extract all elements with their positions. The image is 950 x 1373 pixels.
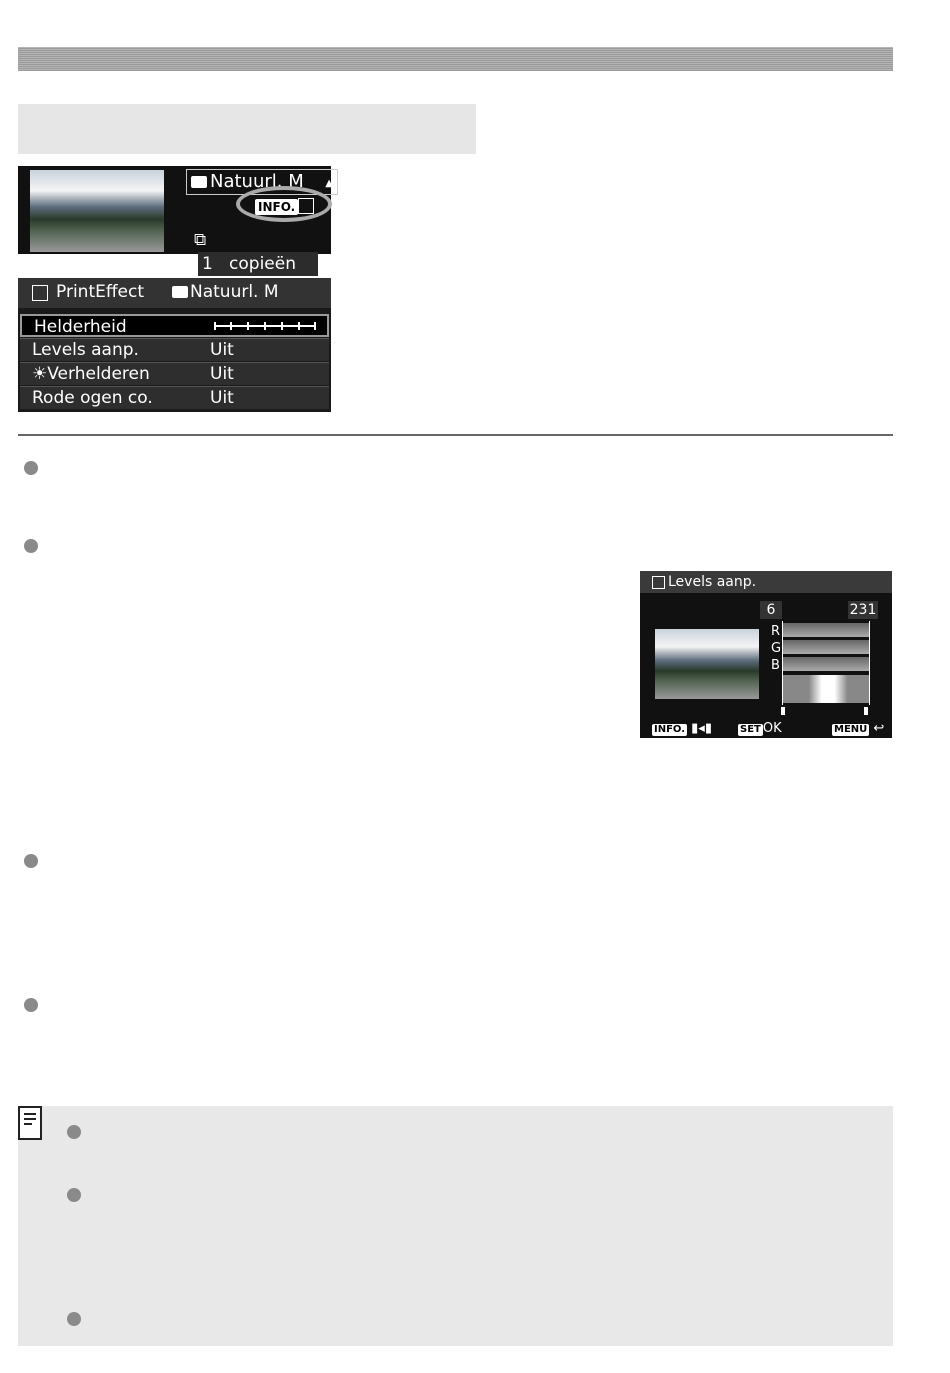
levels-screen — [640, 571, 892, 738]
levels-header: Levels aanp. — [640, 571, 892, 593]
camera-icon — [172, 286, 188, 298]
effect-menu-icon — [652, 576, 665, 589]
brightness-slider[interactable] — [214, 325, 316, 327]
channel-g: G — [771, 641, 782, 656]
bullet-icon — [67, 1125, 81, 1139]
menu-back-hint: MENU ↩ — [834, 721, 885, 736]
print-effect-header: PrintEffect Natuurl. M — [18, 278, 331, 308]
back-icon: ↩ — [873, 721, 885, 736]
bullet-icon — [67, 1188, 81, 1202]
info-button[interactable]: INFO. — [255, 199, 298, 215]
high-handle[interactable] — [864, 707, 868, 715]
style-selector[interactable]: Natuurl. M ▲ — [186, 169, 338, 195]
channel-r: R — [771, 624, 781, 639]
levels-low-value: 6 — [760, 601, 782, 619]
bullet-icon — [24, 539, 38, 553]
bullet-icon — [24, 998, 38, 1012]
low-handle[interactable] — [781, 707, 785, 715]
copies-icon: ⧉ — [194, 230, 207, 250]
camera-icon — [191, 176, 207, 188]
bullet-icon — [24, 461, 38, 475]
row-brightness[interactable]: Helderheid — [20, 314, 329, 337]
set-ok-hint: SET OK — [740, 721, 782, 736]
histogram — [782, 621, 870, 705]
title-box — [18, 104, 476, 154]
brighten-icon: ☀ — [32, 364, 48, 384]
info-hint: INFO. ▮◂▮ — [654, 721, 712, 736]
effect-menu-icon — [32, 285, 48, 301]
divider — [18, 434, 893, 436]
photo-thumbnail — [655, 629, 759, 699]
effect-menu-icon — [298, 198, 314, 214]
bullet-icon — [67, 1312, 81, 1326]
row-levels[interactable]: Levels aanp. Uit — [20, 338, 329, 361]
channel-b: B — [771, 658, 780, 673]
copies-field[interactable]: ⧉1 copieën — [194, 228, 320, 252]
note-box — [18, 1106, 893, 1346]
row-brighten[interactable]: ☀Verhelderen Uit — [20, 362, 329, 385]
section-header-bar — [18, 47, 893, 71]
photo-thumbnail — [30, 170, 164, 252]
channel-switch-icon: ▮◂▮ — [691, 721, 712, 736]
memo-icon — [18, 1106, 42, 1140]
bullet-icon — [24, 854, 38, 868]
arrow-up-icon: ▲ — [325, 178, 333, 189]
row-red-eye[interactable]: Rode ogen co. Uit — [20, 386, 329, 409]
levels-high-value: 231 — [849, 602, 877, 618]
print-effect-screen — [18, 278, 331, 412]
print-screen-preview — [18, 166, 333, 274]
